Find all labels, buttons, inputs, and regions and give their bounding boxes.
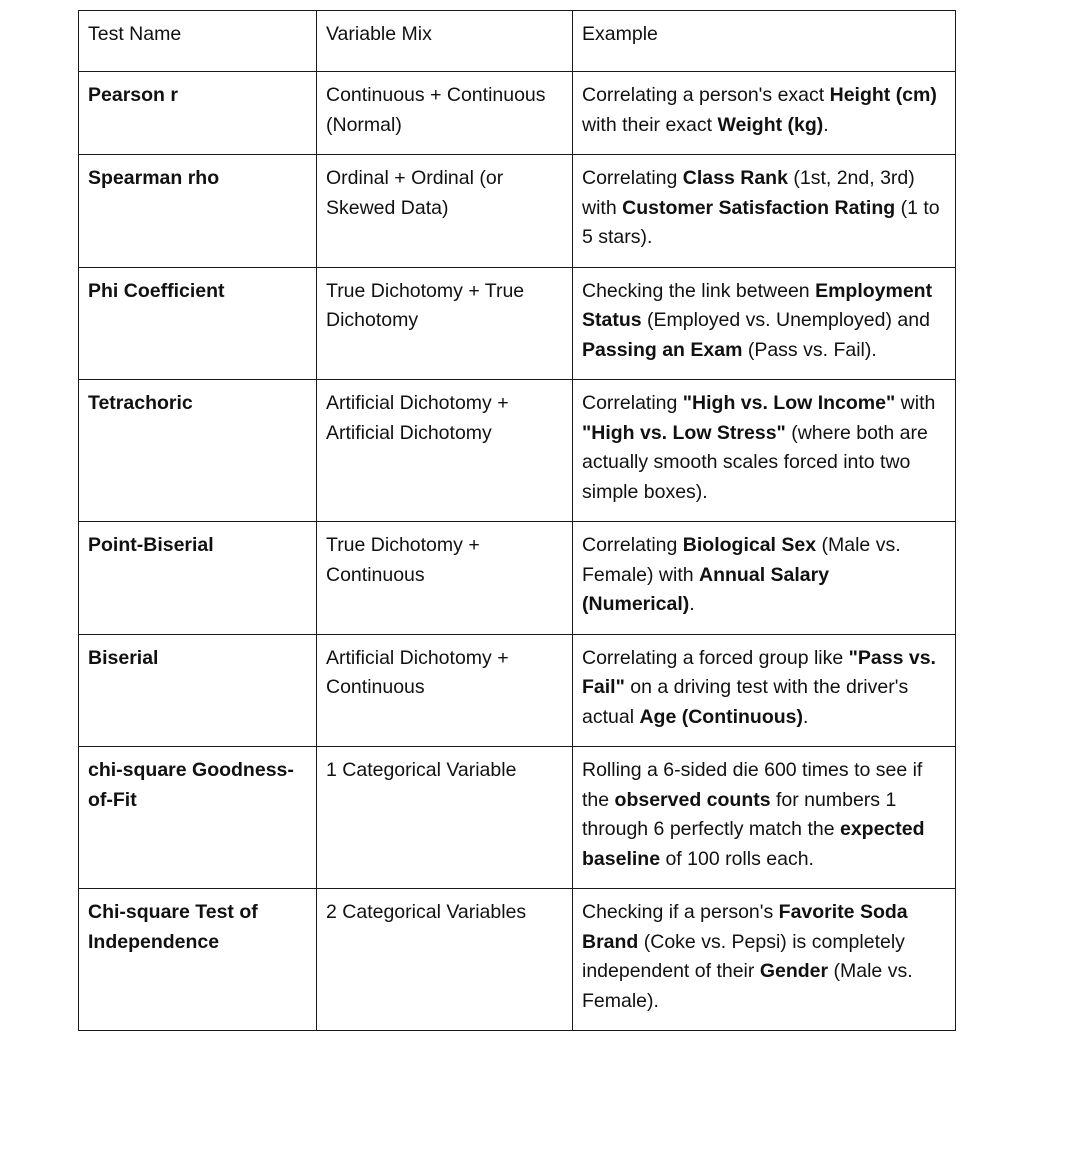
example-text: Correlating a person's exact (582, 84, 830, 106)
example-bold-text: Gender (759, 960, 829, 982)
example-bold-text: Favorite Soda Brand (582, 901, 908, 953)
example-text: with their exact (582, 113, 718, 136)
example-text: Checking if a person's (582, 901, 779, 923)
example-text: (where both are actually smooth scales forced into two simple boxes). (582, 421, 928, 503)
table-row (79, 889, 956, 1031)
header-variable-mix: Variable Mix (317, 11, 573, 72)
example-text: (1 to 5 stars). (582, 196, 940, 248)
test-name-cell: chi-square Goodness-of-Fit (79, 747, 317, 889)
example-cell (573, 380, 956, 522)
example-cell (573, 267, 956, 380)
example-text: (Male vs. Female). (582, 960, 913, 1012)
test-name-cell: Biserial (79, 634, 317, 747)
variable-mix-cell: 1 Categorical Variable (317, 747, 573, 889)
header-test-name: Test Name (79, 11, 317, 72)
example-bold-text: expected baseline (582, 818, 925, 870)
statistical-tests-table (78, 10, 956, 1031)
test-name-cell: Phi Coefficient (79, 267, 317, 380)
example-text: (Coke vs. Pepsi) is completely independent of their (582, 930, 905, 982)
example-text: Correlating (582, 167, 683, 189)
example-text: with (895, 392, 936, 414)
example-cell (573, 522, 956, 635)
example-text: (Male vs. Female) with (582, 534, 901, 586)
example-bold-text: Customer Satisfaction Rating (622, 196, 896, 219)
example-text: . (803, 705, 809, 728)
variable-mix-cell: True Dichotomy + True Dichotomy (317, 267, 573, 380)
example-text: Rolling a 6-sided die 600 times to see if the (582, 759, 923, 811)
example-cell (573, 747, 956, 889)
example-bold-text: "High vs. Low Stress" (582, 421, 786, 444)
header-example: Example (573, 11, 956, 72)
example-text: Correlating (582, 392, 683, 414)
table-row (79, 380, 956, 522)
example-text: for numbers 1 through 6 perfectly match the (582, 788, 897, 840)
table-body (79, 11, 956, 1031)
example-bold-text: Weight (kg) (717, 113, 824, 136)
example-bold-text: Employment Status (582, 279, 933, 331)
table-row (79, 72, 956, 155)
example-bold-text: observed counts (614, 788, 771, 811)
variable-mix-cell: True Dichotomy + Continuous (317, 522, 573, 635)
example-cell (573, 634, 956, 747)
test-name-cell: Point-Biserial (79, 522, 317, 635)
example-text: . (689, 593, 695, 615)
example-text: Correlating a forced group like (582, 646, 849, 669)
example-cell (573, 889, 956, 1031)
example-text: of 100 rolls each. (660, 847, 814, 870)
example-text: on a driving test with the driver's actual (582, 676, 909, 728)
example-text: . (823, 113, 829, 136)
example-text: Correlating (582, 534, 683, 556)
table-row (79, 522, 956, 635)
example-bold-text: Class Rank (682, 167, 788, 189)
example-text: (Employed vs. Unemployed) and (641, 309, 930, 331)
test-name-cell: Tetrachoric (79, 380, 317, 522)
table-row (79, 634, 956, 747)
example-bold-text: Passing an Exam (582, 338, 743, 361)
example-bold-text: Height (cm) (829, 84, 937, 106)
example-bold-text: "High vs. Low Income" (682, 392, 896, 414)
example-text: Checking the link between (582, 279, 816, 302)
example-bold-text: Age (Continuous) (639, 705, 804, 728)
test-name-cell: Chi-square Test of Independence (79, 889, 317, 1031)
table-row (79, 155, 956, 268)
example-text: (1st, 2nd, 3rd) with (582, 167, 915, 219)
example-bold-text: "Pass vs. Fail" (582, 646, 936, 698)
example-cell (573, 155, 956, 268)
test-name-cell: Pearson r (79, 72, 317, 155)
example-bold-text: Annual Salary (Numerical) (582, 563, 830, 615)
table-row (79, 747, 956, 889)
example-bold-text: Biological Sex (682, 534, 817, 556)
example-cell (573, 72, 956, 155)
variable-mix-cell: 2 Categorical Variables (317, 889, 573, 1031)
variable-mix-cell: Continuous + Continuous (Normal) (317, 72, 573, 155)
example-text: (Pass vs. Fail). (742, 338, 877, 361)
table-row (79, 267, 956, 380)
variable-mix-cell: Artificial Dichotomy + Artificial Dichotomy (317, 380, 573, 522)
variable-mix-cell: Ordinal + Ordinal (or Skewed Data) (317, 155, 573, 268)
table-header-row (79, 11, 956, 72)
test-name-cell: Spearman rho (79, 155, 317, 268)
variable-mix-cell: Artificial Dichotomy + Continuous (317, 634, 573, 747)
